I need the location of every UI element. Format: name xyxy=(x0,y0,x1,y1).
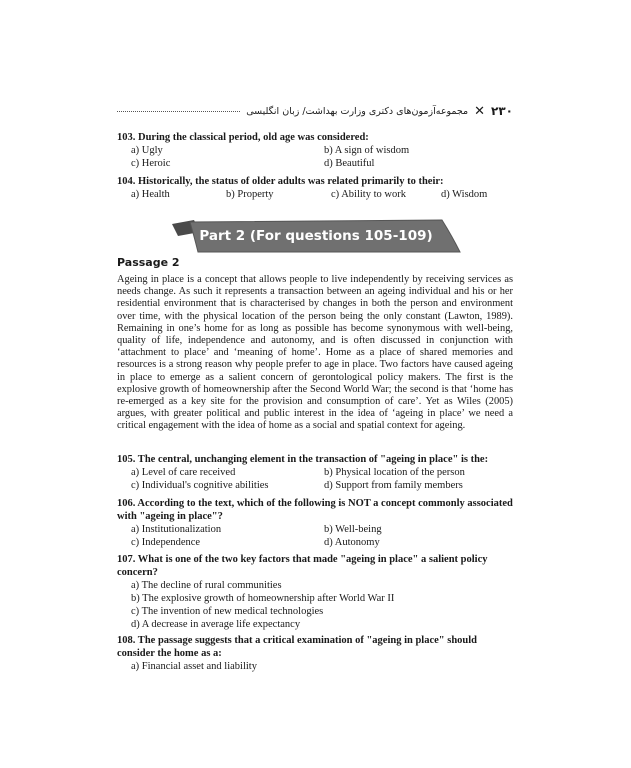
book-logo-icon: ✕ xyxy=(474,103,486,119)
option-c: c) Individual's cognitive abilities xyxy=(131,480,269,491)
question-106 xyxy=(117,497,517,549)
question-107 xyxy=(117,553,517,631)
question-stem: 105. The central, unchanging element in the transaction of "ageing in place" is the: xyxy=(117,454,489,465)
option-d: d) Beautiful xyxy=(324,158,375,169)
option-b: b) The explosive growth of homeownership after World War II xyxy=(131,593,395,604)
option-b: b) Physical location of the person xyxy=(324,467,465,478)
banner-label: Part 2 (For questions 105-109) xyxy=(199,228,433,244)
question-103 xyxy=(117,131,517,170)
option-a: a) Health xyxy=(131,189,170,200)
page-number: ۲۳۰ xyxy=(491,104,513,118)
option-c: c) Heroic xyxy=(131,158,171,169)
option-d: d) A decrease in average life expectancy xyxy=(131,619,301,630)
question-stem: 103. During the classical period, old age was considered: xyxy=(117,132,369,143)
option-d: d) Wisdom xyxy=(441,189,488,200)
option-a: a) Financial asset and liability xyxy=(131,661,257,672)
option-a: a) Level of care received xyxy=(131,467,236,478)
question-stem: 104. Historically, the status of older adults was related primarily to their: xyxy=(117,176,444,187)
option-a: a) Ugly xyxy=(131,145,163,156)
header-dotted-rule xyxy=(117,110,240,112)
question-stem: 108. The passage suggests that a critical examination of "ageing in place" should consider the home as a: xyxy=(117,635,478,659)
option-a: a) The decline of rural communities xyxy=(131,580,282,591)
question-stem: 107. What is one of the two key factors that made "ageing in place" a salient policy concern? xyxy=(117,554,488,578)
option-c: c) Ability to work xyxy=(331,189,406,200)
passage-text: Ageing in place is a concept that allows people to live independently by receiving services as needs change. As such it represents a transaction between an ageing individual and his or her residential environment that is characterised by changes in both the person and environment over time, with the physical location of the person being the only constant (Lawton, 1989). Remaining in one’s home for as long as possible has become synonymous with well-being, quality of life, independence and autonomy, and is often discussed in conjunction with ‘attachment to place’ and ‘meaning of home’. Home as a place of shared memories and resources is a strong reason why people prefer to age in place. Two factors have caused ageing in place to emerge as a salient concern of gerontological policy makers. The first is the explosive growth of homeownership after the Second World War; the second is that ‘home has re-emerged as a key site for the provision and consumption of care’. Yet as Wiles (2005) argues, with greater political and public interest in the idea of ‘ageing in place’ we need a critical engagement with the idea of home as a social and spatial context for ageing. xyxy=(117,274,513,432)
option-a: a) Institutionalization xyxy=(131,524,222,535)
option-b: b) Property xyxy=(226,189,274,200)
question-104 xyxy=(117,175,517,201)
option-c: c) Independence xyxy=(131,537,201,548)
question-108 xyxy=(117,634,517,673)
option-d: d) Autonomy xyxy=(324,537,380,548)
passage-title: Passage 2 xyxy=(117,256,180,269)
part-banner xyxy=(170,218,462,254)
option-b: b) Well-being xyxy=(324,524,382,535)
option-c: c) The invention of new medical technologies xyxy=(131,606,324,617)
page-header xyxy=(117,102,513,120)
option-b: b) A sign of wisdom xyxy=(324,145,410,156)
question-stem: 106. According to the text, which of the following is NOT a concept commonly associated with "ageing in place"? xyxy=(117,498,513,522)
option-d: d) Support from family members xyxy=(324,480,463,491)
question-105 xyxy=(117,453,517,492)
book-title: مجموعه‌آزمون‌های دکتری وزارت بهداشت/ زبان انگلیسی xyxy=(246,105,469,117)
